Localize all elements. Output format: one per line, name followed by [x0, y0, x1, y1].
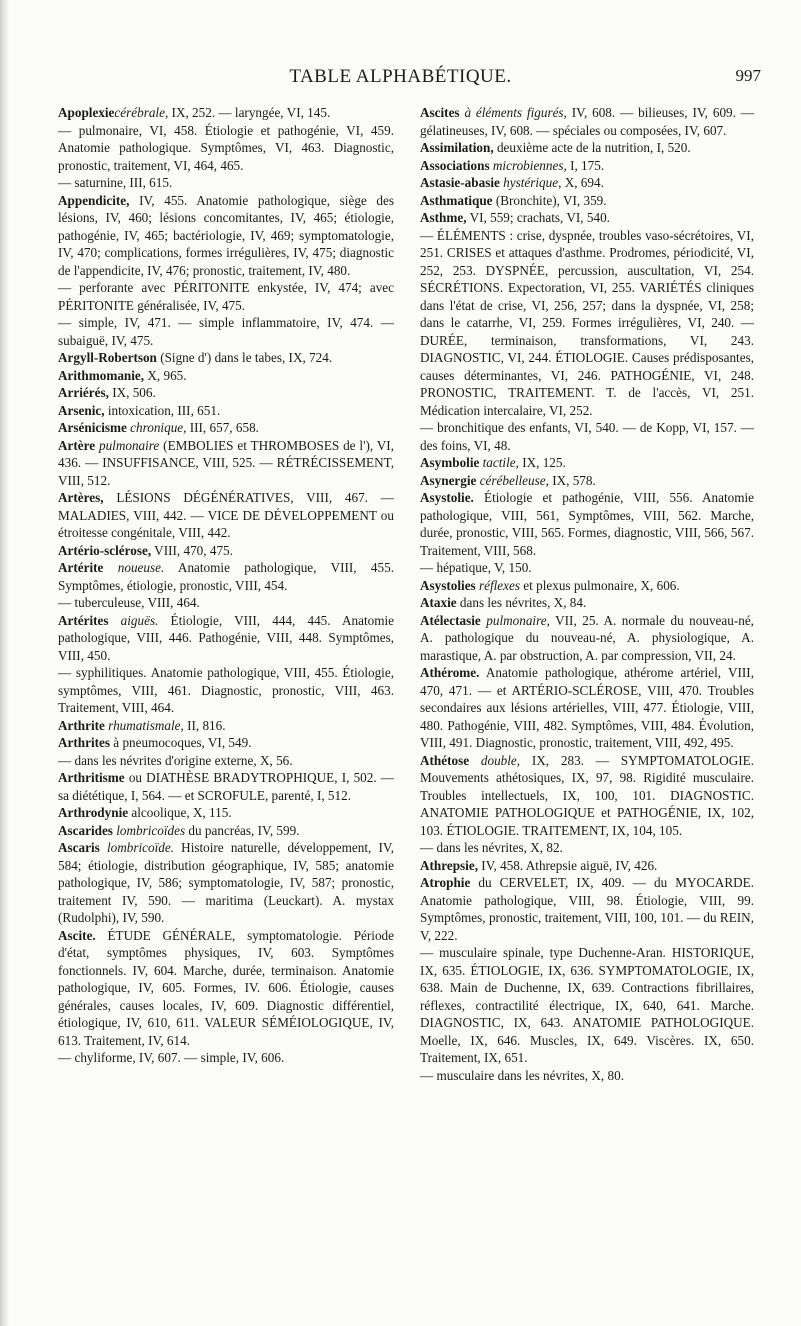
index-entry-references: — hépatique, V, 150. [420, 560, 532, 575]
index-entry-headword: Asystolie. [420, 490, 474, 505]
index-entry-references: IX, 283. — SYMPTOMATOLOGIE. Mouvements athétosiques, IX, 97, 98. Rigidité musculaire. Troubles intellectuels, IX, 100, 101. DIAGNOSTIC. ANATOMIE PATHOLOGIQUE et PATHOGÉNIE, IX, 102, 103. ÉTIOLOGIE. TRAITEMENT, IX, 104, 105. [420, 752, 754, 838]
index-entry-references: Anatomie pathologique, athérome artériel, VIII, 470, 471. — et ARTÉRIO-SCLÉROSE, VIII, 470. Troubles secondaires aux lésions artérielles, VIII, 477. Étiologie, VIII, 480. Pathogénie, VIII, 482. Symptômes, VIII, 484. Évolution, VIII, 491. Diagnostic, pronostic, traitement, VIII, 492, 495. [420, 665, 754, 750]
index-entry-references: IX, 125. [518, 455, 566, 470]
index-entry-headword: Artério-sclérose, [58, 542, 152, 558]
index-entry-references: — ÉLÉMENTS : crise, dyspnée, troubles vaso-sécrétoires, VI, 251. CRISES et attaques d'asthme. Prodromes, périodicité, VI, 252, 253. DYSPNÉE, percussion, auscultation, VI, 254. SÉCRÉTIONS. Expectoration, VI, 255. VARIÉTÉS cliniques dans l'état de crise, VI, 256, 257; dans la dyspnée, VI, 258; dans le catarrhe, VI, 259. Formes irrégulières, VI, 240. — DURÉE, terminaison, transformations, VI, 243. DIAGNOSTIC, VI, 244. ÉTIOLOGIE. Causes prédisposantes, causes déterminantes, VI, 246. PATHOGÉNIE, VI, 248. PRONOSTIC, TRAITEMENT. T. de l'accès, VI, 251. Médication intercalaire, VI, 252. [420, 227, 754, 418]
index-entry [58, 804, 394, 822]
index-entry [58, 542, 394, 560]
index-entry [58, 594, 394, 612]
index-entry-headword: Ascarides [58, 822, 113, 838]
index-entry-qualifier: microbiennes, [489, 157, 567, 173]
index-entry-references: X, 694. [561, 175, 604, 190]
index-entry [420, 192, 754, 210]
index-entry [420, 594, 754, 612]
index-entry [58, 822, 394, 840]
index-entry-references: IV, 455. Anatomie pathologique, siège des lésions, IV, 460; lésions concomitantes, IV, 465; étiologie, pathogénie, IV, 465; bactériologie, IV, 469; symptomatologie, IV, 470; complications, formes irrégulières, IV, 475; diagnostic de l'appendicite, IV, 476; pronostic, traitement, IV, 480. [58, 192, 394, 278]
index-entry-references: — musculaire spinale, type Duchenne-Aran. HISTORIQUE, IX, 635. ÉTIOLOGIE, IX, 636. SYMPTOMATOLOGIE, IX, 638. Main de Duchenne, IX, 639. Contractions fibrillaires, réflexes, contractilité électrique, IX, 640, 641. Marche. DIAGNOSTIC, IX, 643. ANATOMIE PATHOLOGIQUE. Moelle, IX, 646. Muscles, IX, 649. Viscères. IX, 650. Traitement, IX, 651. [420, 945, 754, 1065]
index-entry-qualifier: cérébelleuse, [476, 472, 549, 488]
index-entry-headword: Arithmomanie, [58, 367, 145, 383]
index-entry-headword: Arsenic, [58, 402, 105, 418]
index-entry-qualifier: lombricoïdes [112, 822, 186, 838]
index-entry-references: dans les névrites, X, 84. [456, 595, 587, 610]
index-entry-headword: Athérome. [420, 665, 480, 680]
index-entry-headword: Artère [58, 437, 96, 453]
index-entry-headword: Asymbolie [420, 455, 480, 470]
index-entry [58, 769, 394, 804]
index-entry-qualifier: noueuse. [103, 560, 165, 575]
index-entry-references: deuxième acte de la nutrition, I, 520. [493, 140, 691, 155]
index-entry-qualifier: rhumatismale, [104, 717, 184, 733]
index-entry [58, 279, 394, 314]
index-entry [420, 419, 754, 454]
index-entry-references: — bronchitique des enfants, VI, 540. — de Kopp, VI, 157. — des foins, VI, 48. [420, 420, 754, 453]
index-entry-references: Histoire naturelle, développement, IV, 584; étiologie, distribution géographique, IV, 585; anatomie pathologique, IV, 586; symptomatologie, IV, 587; pronostic, traitement IV, 590. — maritima (Leuckart). A. mystax (Rudolphi), IV, 590. [58, 840, 394, 925]
index-entry [58, 752, 394, 770]
index-entry-qualifier: réflexes [475, 577, 520, 593]
page-title: TABLE ALPHABÉTIQUE. [289, 66, 512, 87]
index-entry [420, 944, 754, 1067]
index-entry-references: — simple, IV, 471. — simple inflammatoire, IV, 474. — subaiguë, IV, 475. [58, 315, 394, 348]
index-entry [420, 612, 754, 665]
index-entry [58, 402, 394, 420]
index-entry-references: intoxication, III, 651. [104, 402, 221, 418]
index-entry-headword: Athétose [420, 752, 470, 768]
index-entry [420, 174, 754, 192]
index-entry-references: — syphilitiques. Anatomie pathologique, VIII, 455. Étiologie, symptômes, VIII, 461. Diagnostic, pronostic, VIII, 463. Traitement, VIII, 464. [58, 665, 394, 715]
index-entry-headword: Artères, [58, 490, 104, 505]
index-entry-references: III, 657, 658. [186, 420, 259, 435]
page-number: 997 [735, 66, 761, 85]
index-entry-references: et plexus pulmonaire, X, 606. [520, 577, 680, 593]
index-entry-headword: Atélectasie [420, 612, 481, 628]
index-entry [58, 717, 394, 735]
index-entry-references: Étiologie et pathogénie, VIII, 556. Anatomie pathologique, VIII, 561, Symptômes, VIII, 562. Marche, durée, pronostic, VIII, 565. Formes, diagnostic, VIII, 566, 567. Traitement, VIII, 568. [420, 490, 754, 558]
index-entry [58, 559, 394, 594]
index-entry [420, 454, 754, 472]
index-entry-qualifier: double, [469, 752, 521, 768]
index-entry-qualifier: lombricoïde. [99, 840, 174, 855]
index-entry-references: — chyliforme, IV, 607. — simple, IV, 606. [58, 1050, 285, 1065]
index-entry [58, 927, 394, 1050]
index-entry-headword: Asynergie [420, 472, 477, 488]
index-entry-references: ÉTUDE GÉNÉRALE, symptomatologie. Période d'état, symptômes physiques, IV, 603. Symptômes fonctionnels. IV, 604. Marche, durée, terminaison. Anatomie pathologique, IV, 605. Formes, IV. 606. Étiologie, causes générales, causes locales, IV, 609. Diagnostic différentiel, étiologique, IV, 610, 611. VALEUR SÉMÉIOLOGIQUE, IV, 613. Traitement, IV, 614. [58, 927, 394, 1048]
index-entry [58, 104, 394, 122]
index-entry-references: IX, 578. [548, 472, 596, 488]
index-entry [58, 1049, 394, 1067]
page-gutter-shadow [0, 0, 9, 1326]
index-entry-headword: Arthrite [58, 717, 105, 733]
index-entry [420, 157, 754, 175]
index-entry [420, 874, 754, 944]
index-entry-headword: Arthrites [58, 735, 110, 750]
index-entry-headword: Associations [420, 157, 490, 173]
index-entry [58, 419, 394, 437]
index-entry [420, 489, 754, 559]
index-entry-references: X, 965. [144, 367, 187, 383]
index-entry [58, 489, 394, 542]
index-entry [58, 314, 394, 349]
index-entry-headword: Artérite [58, 560, 104, 575]
index-entry-references: à pneumocoques, VI, 549. [110, 735, 252, 750]
index-entry-references: Anatomie pathologique, VIII, 455. Symptômes, étiologie, pronostic, VIII, 454. [58, 560, 395, 593]
index-entry [58, 734, 394, 752]
index-entry-headword: Arthrodynie [58, 805, 129, 820]
index-entry-references: ou DIATHÈSE BRADYTROPHIQUE, I, 502. — sa diététique, I, 564. — et SCROFULE, parenté, I, 512. [58, 770, 394, 803]
index-entry [420, 664, 754, 752]
index-entry-references: Étiologie, VIII, 444, 445. Anatomie pathologique, VIII, 446. Pathogénie, VIII, 448. Symptômes, VIII, 450. [58, 612, 394, 663]
index-entry-headword: Atrophie [420, 875, 471, 890]
index-entry-headword: Appendicite, [58, 192, 130, 208]
index-entry [58, 192, 394, 280]
index-entry-references: — musculaire dans les névrites, X, 80. [420, 1067, 624, 1083]
index-entry-headword: Arriérés, [58, 385, 109, 400]
index-entry-qualifier: aiguës. [108, 612, 159, 628]
index-entry-qualifier: à éléments figurés, [459, 105, 567, 120]
index-entry-headword: Assimilation, [420, 140, 494, 155]
index-entry [58, 367, 394, 385]
index-entry [420, 577, 754, 595]
index-entry [58, 174, 394, 192]
index-entry-references: LÉSIONS DÉGÉNÉRATIVES, VIII, 467. — MALADIES, VIII, 442. — VICE DE DÉVELOPPEMENT ou étroitesse congénitale, VIII, 442. [58, 490, 394, 540]
index-entry-references: (Bronchite), VI, 359. [492, 192, 607, 208]
index-entry-headword: Artérites [58, 612, 109, 628]
index-column-left [58, 104, 394, 1067]
index-entry-headword: Astasie-abasie [420, 175, 500, 190]
index-entry-references: — pulmonaire, VI, 458. Étiologie et pathogénie, VI, 459. Anatomie pathologique. Symptômes, VI, 463. Diagnostic, pronostic, traitement, VI, 464, 465. [58, 122, 394, 173]
index-entry-references: VI, 559; crachats, VI, 540. [466, 210, 610, 225]
index-entry [420, 559, 754, 577]
index-entry-references: IX, 252. — laryngée, VI, 145. [168, 105, 331, 120]
index-entry-references: IX, 506. [108, 385, 156, 400]
index-entry [420, 1067, 754, 1085]
index-entry [420, 104, 754, 139]
index-entry [420, 839, 754, 857]
index-entry-headword: Athrepsie, [420, 857, 478, 873]
index-entry [420, 139, 754, 157]
index-entry-references: (Signe d') dans le tabes, IX, 724. [156, 350, 333, 365]
index-entry-headword: Ascaris [58, 840, 100, 855]
index-entry-headword: Ascite. [58, 927, 96, 943]
index-entry [420, 857, 754, 875]
index-entry-references: du CERVELET, IX, 409. — du MYOCARDE. Anatomie pathologique, VIII, 98. Étiologie, VIII, 99. Symptômes, pronostic, traitement, VIII, 100, 101. — du REIN, V, 222. [420, 875, 754, 943]
index-entry-references: du pancréas, IV, 599. [185, 822, 300, 838]
index-entry-qualifier: hystérique, [499, 175, 562, 190]
index-entry [58, 122, 394, 175]
index-entry-references: — perforante avec PÉRITONITE enkystée, IV, 474; avec PÉRITONITE généralisée, IV, 475. [58, 280, 394, 313]
index-entry-references: IV, 608. — bilieuses, IV, 609. — gélatineuses, IV, 608. — spéciales ou composées, IV, 607. [420, 105, 754, 138]
index-entry-headword: Asthmatique [420, 192, 493, 208]
index-entry-references: — dans les névrites, X, 82. [420, 840, 563, 855]
index-column-right [420, 104, 754, 1084]
index-entry-qualifier: cérébrale, [114, 105, 169, 120]
index-entry-headword: Asystolies [420, 577, 476, 593]
index-entry-headword: Argyll-Robertson [58, 350, 157, 365]
index-entry-references: VIII, 470, 475. [151, 542, 233, 558]
index-entry [58, 664, 394, 717]
index-entry-qualifier: tactile, [479, 455, 519, 470]
index-entry-headword: Arsénicisme [58, 420, 127, 435]
index-entry [58, 384, 394, 402]
index-entry-references: — saturnine, III, 615. [58, 175, 173, 190]
index-entry [58, 437, 394, 490]
index-entry-qualifier: pulmonaire [95, 437, 160, 453]
index-entry-headword: Asthme, [420, 210, 467, 225]
index-entry-references: — tuberculeuse, VIII, 464. [58, 595, 200, 610]
index-entry-references: II, 816. [183, 717, 226, 733]
index-entry-qualifier: chronique, [126, 420, 187, 435]
index-entry [420, 472, 754, 490]
index-entry [420, 227, 754, 420]
index-entry-headword: Arthritisme [58, 770, 125, 785]
index-entry [420, 752, 754, 840]
index-entry-references: (EMBOLIES et THROMBOSES de l'), VI, 436. — INSUFFISANCE, VIII, 525. — RÉTRÉCISSEMENT, VIII, 512. [58, 437, 394, 488]
index-entry-references: VII, 25. A. normale du nouveau-né, A. pathologique du nouveau-né, A. physiologique, A. marastique, A. par obstruction, A. par compression, VII, 24. [420, 612, 754, 663]
index-entry [420, 209, 754, 227]
index-entry [58, 349, 394, 367]
index-entry-qualifier: pulmonaire, [480, 612, 550, 628]
index-entry-references: I, 175. [566, 157, 605, 173]
index-entry-references: alcoolique, X, 115. [128, 805, 232, 820]
index-entry [58, 612, 394, 665]
page-header [0, 66, 801, 90]
index-entry-headword: Ataxie [420, 595, 457, 610]
index-entry-headword: Apoplexie [58, 105, 115, 120]
index-entry-references: IV, 458. Athrepsie aiguë, IV, 426. [478, 857, 658, 873]
index-entry-headword: Ascites [420, 105, 460, 120]
index-entry-references: — dans les névrites d'origine externe, X, 56. [58, 752, 293, 768]
index-entry [58, 839, 394, 927]
